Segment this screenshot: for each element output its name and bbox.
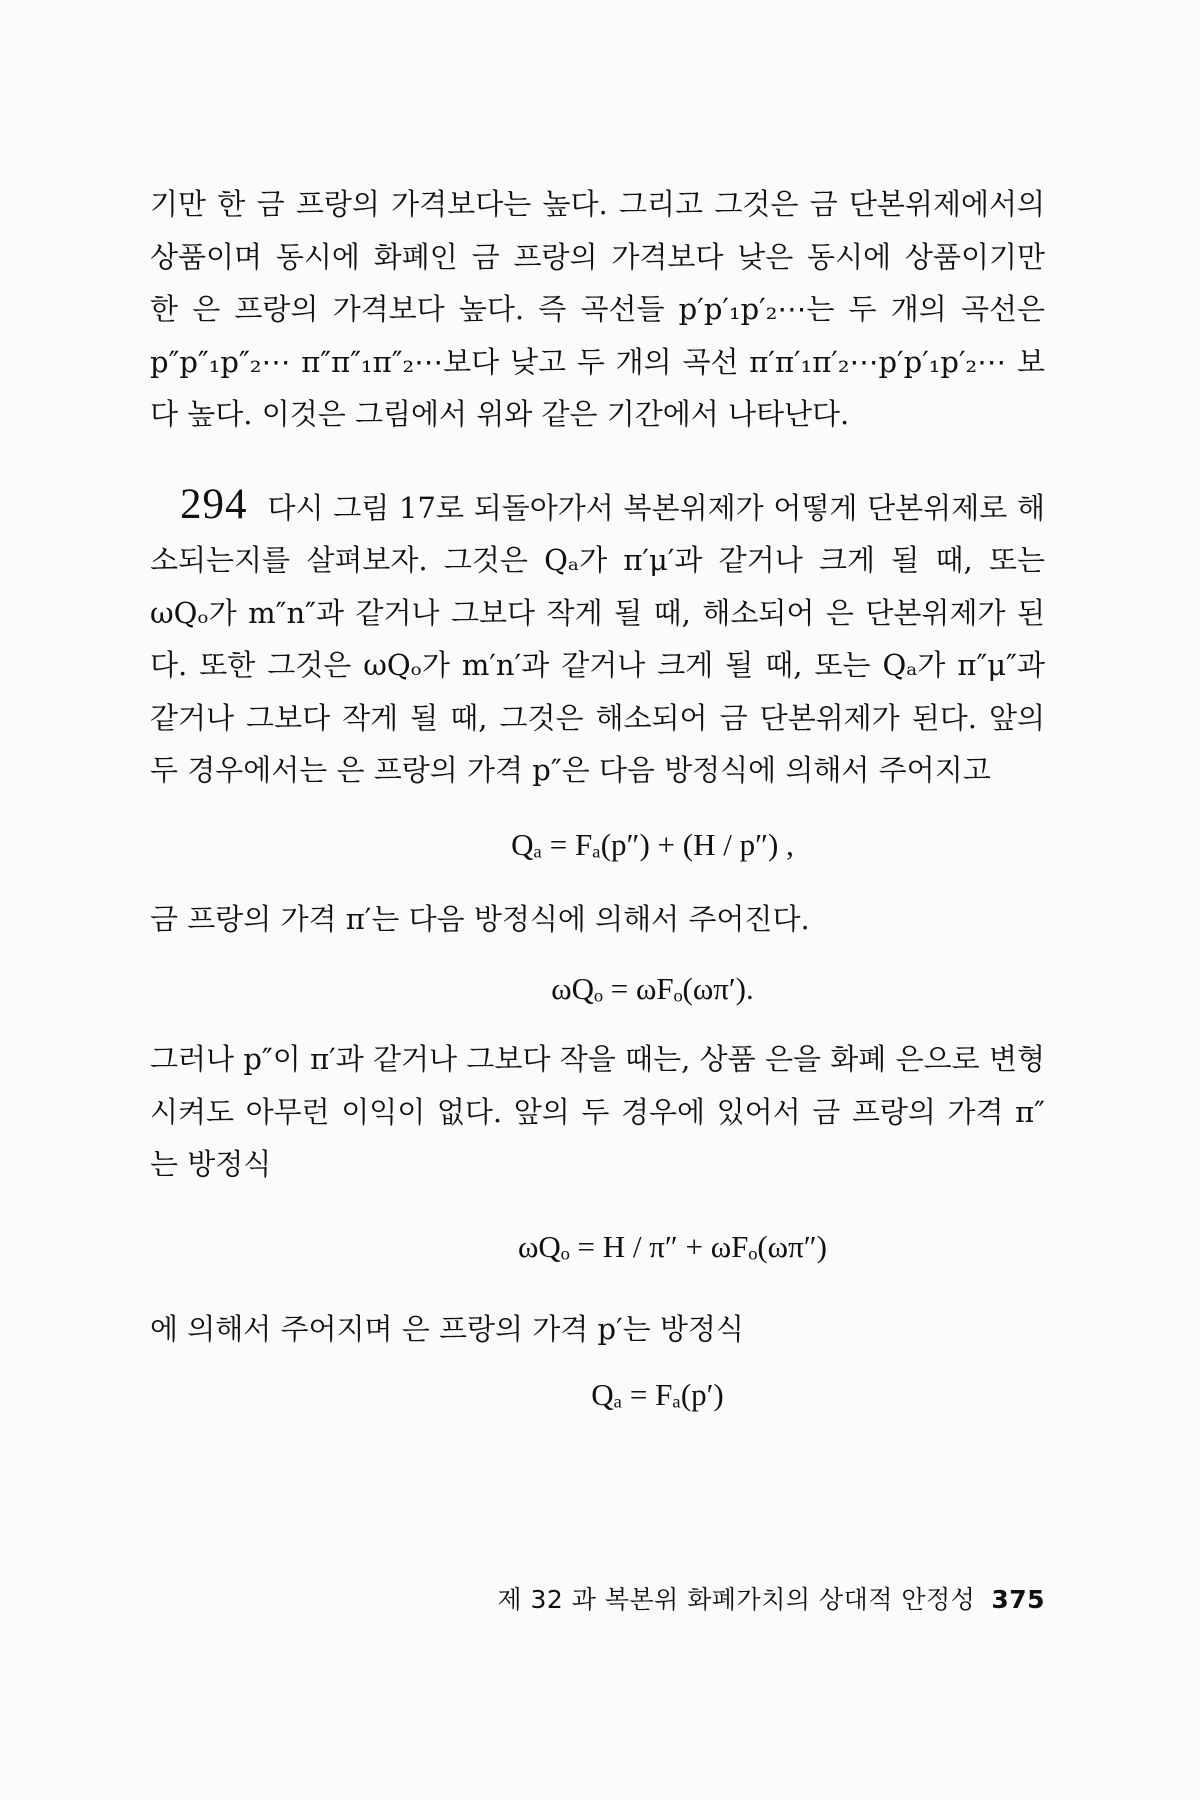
page-number: 375	[991, 1585, 1045, 1614]
equation-gold-price-two: ωQₒ = H / π″ + ωFₒ(ωπ″)	[518, 1228, 827, 1264]
paragraph-gold-price-intro: 금 프랑의 가격 π′는 다음 방정식에 의해서 주어진다.	[150, 901, 810, 936]
paragraph-continuation: 기만 한 금 프랑의 가격보다는 높다. 그리고 그것은 금 단본위제에서의 상품이며 동시에 화폐인 금 프랑의 가격보다 낮은 동시에 상품이기만 한 은 프랑의 가격보다 높다. 즉 곡선들 p′p′₁p′₂⋯는 두 개의 곡선은 p″p″₁p″₂⋯ π″π″₁π″₂⋯보다 낮고 두 개의 곡선 π′π′₁π′₂⋯p′p′₁p′₂⋯ 보다 높다. 이것은 그림에서 위와 같은 기간에서 나타난다.	[150, 187, 1045, 431]
section-number: 294	[180, 480, 248, 528]
equation-gold-price: ωQₒ = ωFₒ(ωπ′).	[551, 971, 754, 1006]
running-title: 제 32 과 복본위 화폐가치의 상대적 안정성	[497, 1585, 976, 1614]
paragraph-no-profit: 그러나 p″이 π′과 같거나 그보다 작을 때는, 상품 은을 화폐 은으로 변형시켜도 아무런 이익이 없다. 앞의 두 경우에 있어서 금 프랑의 가격 π″는 방정식	[150, 1042, 1045, 1181]
paragraph-section-294	[150, 479, 1045, 797]
paragraph-silver-price-intro: 에 의해서 주어지며 은 프랑의 가격 p′는 방정식	[150, 1311, 744, 1346]
section-294-text: 다시 그림 17로 되돌아가서 복본위제가 어떻게 단본위제로 해소되는지를 살펴보자. 그것은 Qₐ가 π′μ′과 같거나 크게 될 때, 또는 ωQₒ가 m″n″과 같거나 그보다 작게 될 때, 해소되어 은 단본위제가 된다. 또한 그것은 ωQₒ가 m′n′과 같거나 크게 될 때, 또는 Qₐ가 π″μ″과 같거나 그보다 작게 될 때, 그것은 해소되어 금 단본위제가 된다. 앞의 두 경우에서는 은 프랑의 가격 p″은 다음 방정식에 의해서 주어지고	[150, 490, 1045, 787]
paragraph-gap	[150, 441, 1045, 479]
page-footer	[497, 1580, 1045, 1616]
equation-silver-price-two: Qₐ = Fₐ(p′)	[591, 1377, 724, 1412]
page-body	[150, 178, 1045, 1435]
equation-silver-price: Qₐ = Fₐ(p″) + (H / p″) ,	[511, 826, 794, 862]
